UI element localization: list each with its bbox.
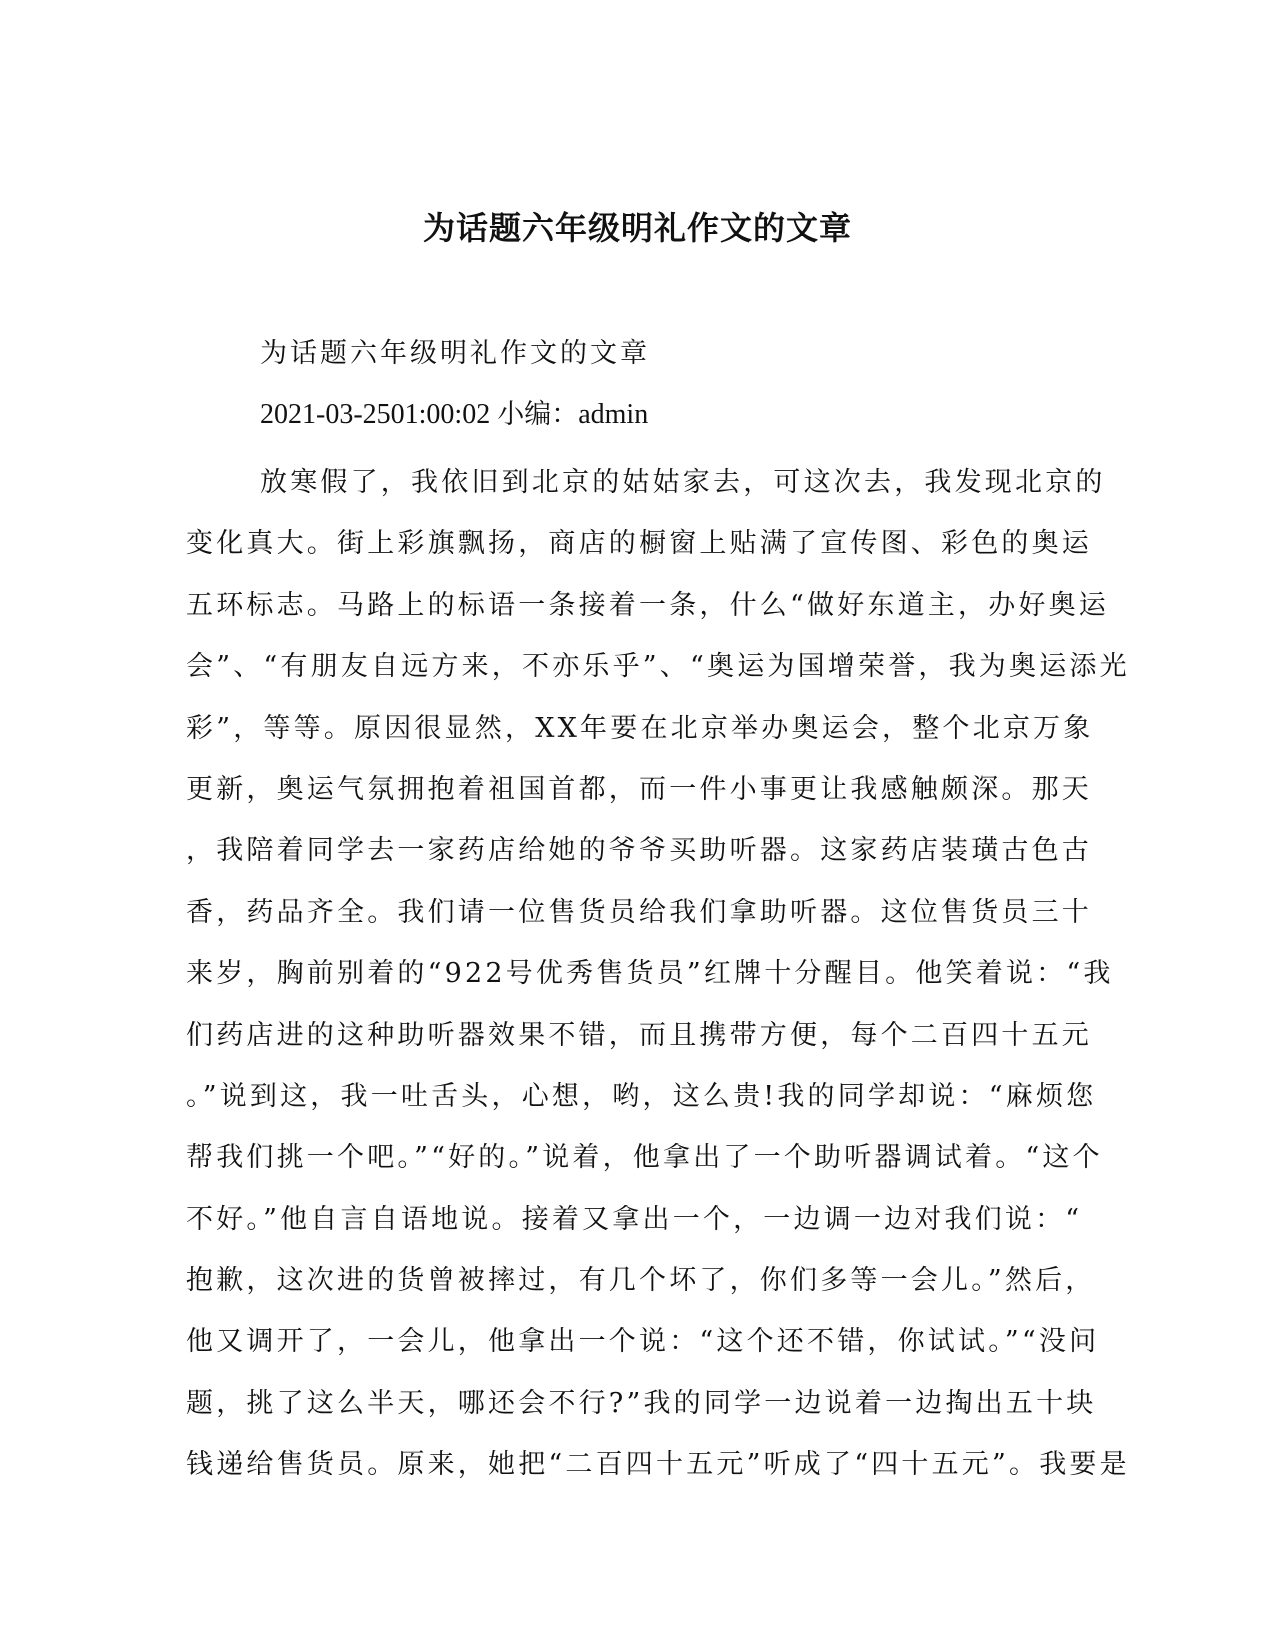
article-line: ，我陪着同学去一家药店给她的爷爷买助听器。这家药店装璜古色古 [186, 835, 1092, 867]
document-subtitle: 为话题六年级明礼作文的文章 [260, 338, 650, 369]
article-line: 。”说到这，我一吐舌头，心想，哟，这么贵!我的同学却说：“麻烦您 [186, 1080, 1097, 1112]
article-line: 帮我们挑一个吧。”“好的。”说着，他拿出了一个助听器调试着。“这个 [186, 1142, 1103, 1174]
editor-label: 小编： [497, 399, 579, 430]
article-body [186, 452, 1130, 1496]
article-line: 放寒假了，我依旧到北京的姑姑家去，可这次去，我发现北京的 [260, 467, 1106, 498]
article-line: 五环标志。马路上的标语一条接着一条，什么“做好东道主，办好奥运 [186, 589, 1110, 621]
article-line: 题，挑了这么半天，哪还会不行?”我的同学一边说着一边掏出五十块 [186, 1387, 1097, 1419]
article-line: 们药店进的这种助听器效果不错，而且携带方便，每个二百四十五元 [186, 1019, 1092, 1051]
article-line: 他又调开了，一会儿，他拿出一个说：“这个还不错，你试试。”“没问 [186, 1326, 1100, 1358]
article-line: 香，药品齐全。我们请一位售货员给我们拿助听器。这位售货员三十 [186, 896, 1092, 928]
article-line: 更新，奥运气氛拥抱着祖国首都，而一件小事更让我感触颇深。那天 [186, 773, 1092, 805]
article-line: 彩”，等等。原因很显然，XX年要在北京举办奥运会，整个北京万象 [186, 712, 1094, 744]
article-line: 不好。”他自言自语地说。接着又拿出一个，一边调一边对我们说：“ [186, 1203, 1083, 1235]
article-line: 来岁，胸前别着的“922号优秀售货员”红牌十分醒目。他笑着说：“我 [186, 958, 1114, 990]
document-meta [186, 395, 1162, 435]
publish-datetime: 2021-03-2501:00:02 [260, 399, 491, 430]
article-line: 变化真大。街上彩旗飘扬，商店的橱窗上贴满了宣传图、彩色的奥运 [186, 528, 1092, 560]
editor-name: admin [578, 399, 649, 430]
article-line: 钱递给售货员。原来，她把“二百四十五元”听成了“四十五元”。我要是 [186, 1449, 1130, 1481]
article-line: 会”、“有朋友自远方来，不亦乐乎”、“奥运为国增荣誉，我为奥运添光 [186, 651, 1130, 683]
document-title: 为话题六年级明礼作文的文章 [422, 209, 852, 247]
article-line: 抱歉，这次进的货曾被摔过，有几个坏了，你们多等一会儿。”然后， [186, 1265, 1096, 1297]
